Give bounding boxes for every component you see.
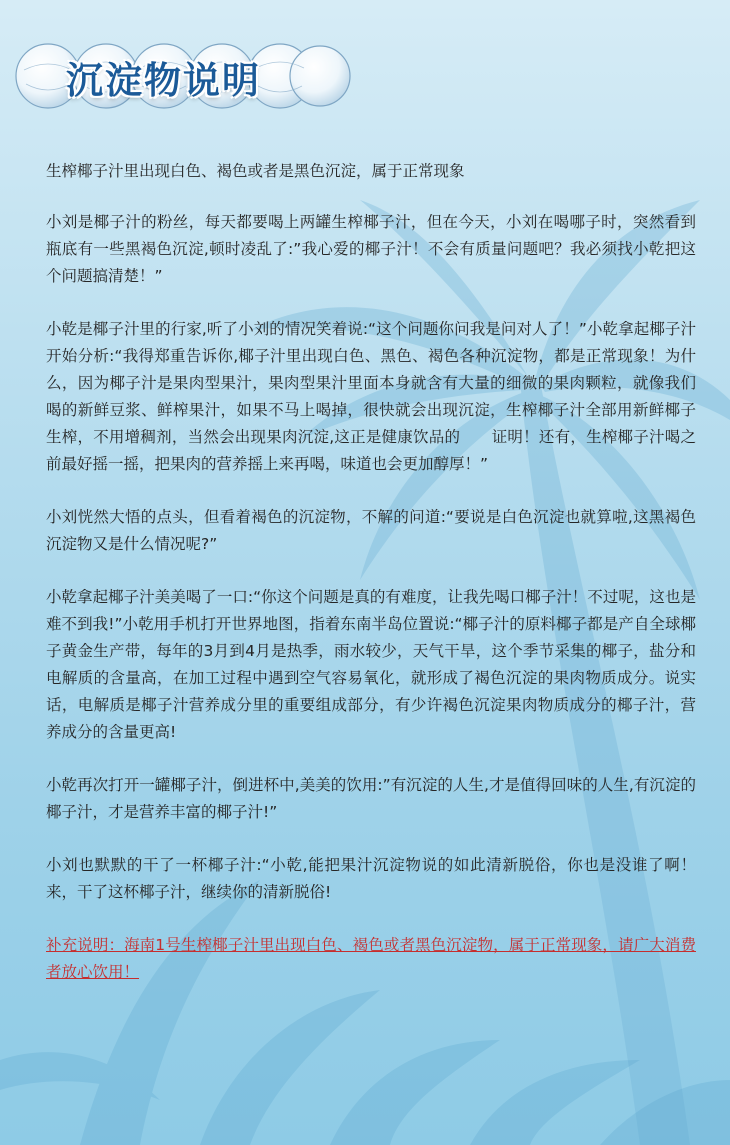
paragraph: 小乾是椰子汁里的行家,听了小刘的情况笑着说:“这个问题你问我是问对人了！”小乾拿起椰子汁开始分析:“我得郑重告诉你,椰子汁里出现白色、黑色、褐色各种沉淀物，都是正常现象！为什么，因为椰子汁是果肉型果汁，果肉型果汁里面本身就含有大量的细微的果肉颗粒，就像我们喝的新鲜豆浆、鲜榨果汁，如果不马上喝掉，很快就会出现沉淀，生榨椰子汁全部用新鲜椰子生榨，不用增稠剂，当然会出现果肉沉淀,这正是健康饮品的 证明！还有，生榨椰子汁喝之前最好摇一摇，把果肉的营养摇上来再喝，味道也会更加醇厚！” [46, 320, 696, 473]
paragraph-summary: 生榨椰子汁里出现白色、褐色或者是黑色沉淀，属于正常现象 [46, 162, 465, 180]
paragraph: 小乾拿起椰子汁美美喝了一口:“你这个问题是真的有难度，让我先喝口椰子汁！不过呢，这也是难不到我!”小乾用手机打开世界地图，指着东南半岛位置说:“椰子汁的原料椰子都是产自全球椰子黄金生产带，每年的3月到4月是热季，雨水较少，天气干旱，这个季节采集的椰子，盐分和电解质的含量高，在加工过程中遇到空气容易氧化，就形成了褐色沉淀的果肉物质成分。说实话，电解质是椰子汁营养成分里的重要组成部分，有少许褐色沉淀果肉物质成分的椰子汁，营养成分的含量更高! [46, 588, 696, 741]
paragraph: 小刘恍然大悟的点头，但看着褐色的沉淀物，不解的问道:“要说是白色沉淀也就算啦,这黑褐色沉淀物又是什么情况呢?” [46, 508, 696, 553]
page-title: 沉淀物说明 [66, 58, 261, 102]
paragraph: 小乾再次打开一罐椰子汁，倒进杯中,美美的饮用:”有沉淀的人生,才是值得回味的人生,有沉淀的椰子汁，才是营养丰富的椰子汁!” [46, 776, 696, 821]
paragraph: 小刘是椰子汁的粉丝，每天都要喝上两罐生榨椰子汁，但在今天，小刘在喝哪子时，突然看到瓶底有一些黑褐色沉淀,顿时凌乱了:”我心爱的椰子汁！不会有质量问题吧？我必须找小乾把这个问题搞清楚！” [46, 213, 696, 285]
supplementary-note: 补充说明：海南1号生榨椰子汁里出现白色、褐色或者黑色沉淀物，属于正常现象，请广大消费者放心饮用！ [46, 936, 696, 981]
section-header [14, 40, 354, 110]
article-body [46, 158, 696, 1012]
paragraph: 小刘也默默的干了一杯椰子汁:“小乾,能把果汁沉淀物说的如此清新脱俗，你也是没谁了啊！来，干了这杯椰子汁，继续你的清新脱俗! [46, 856, 696, 901]
